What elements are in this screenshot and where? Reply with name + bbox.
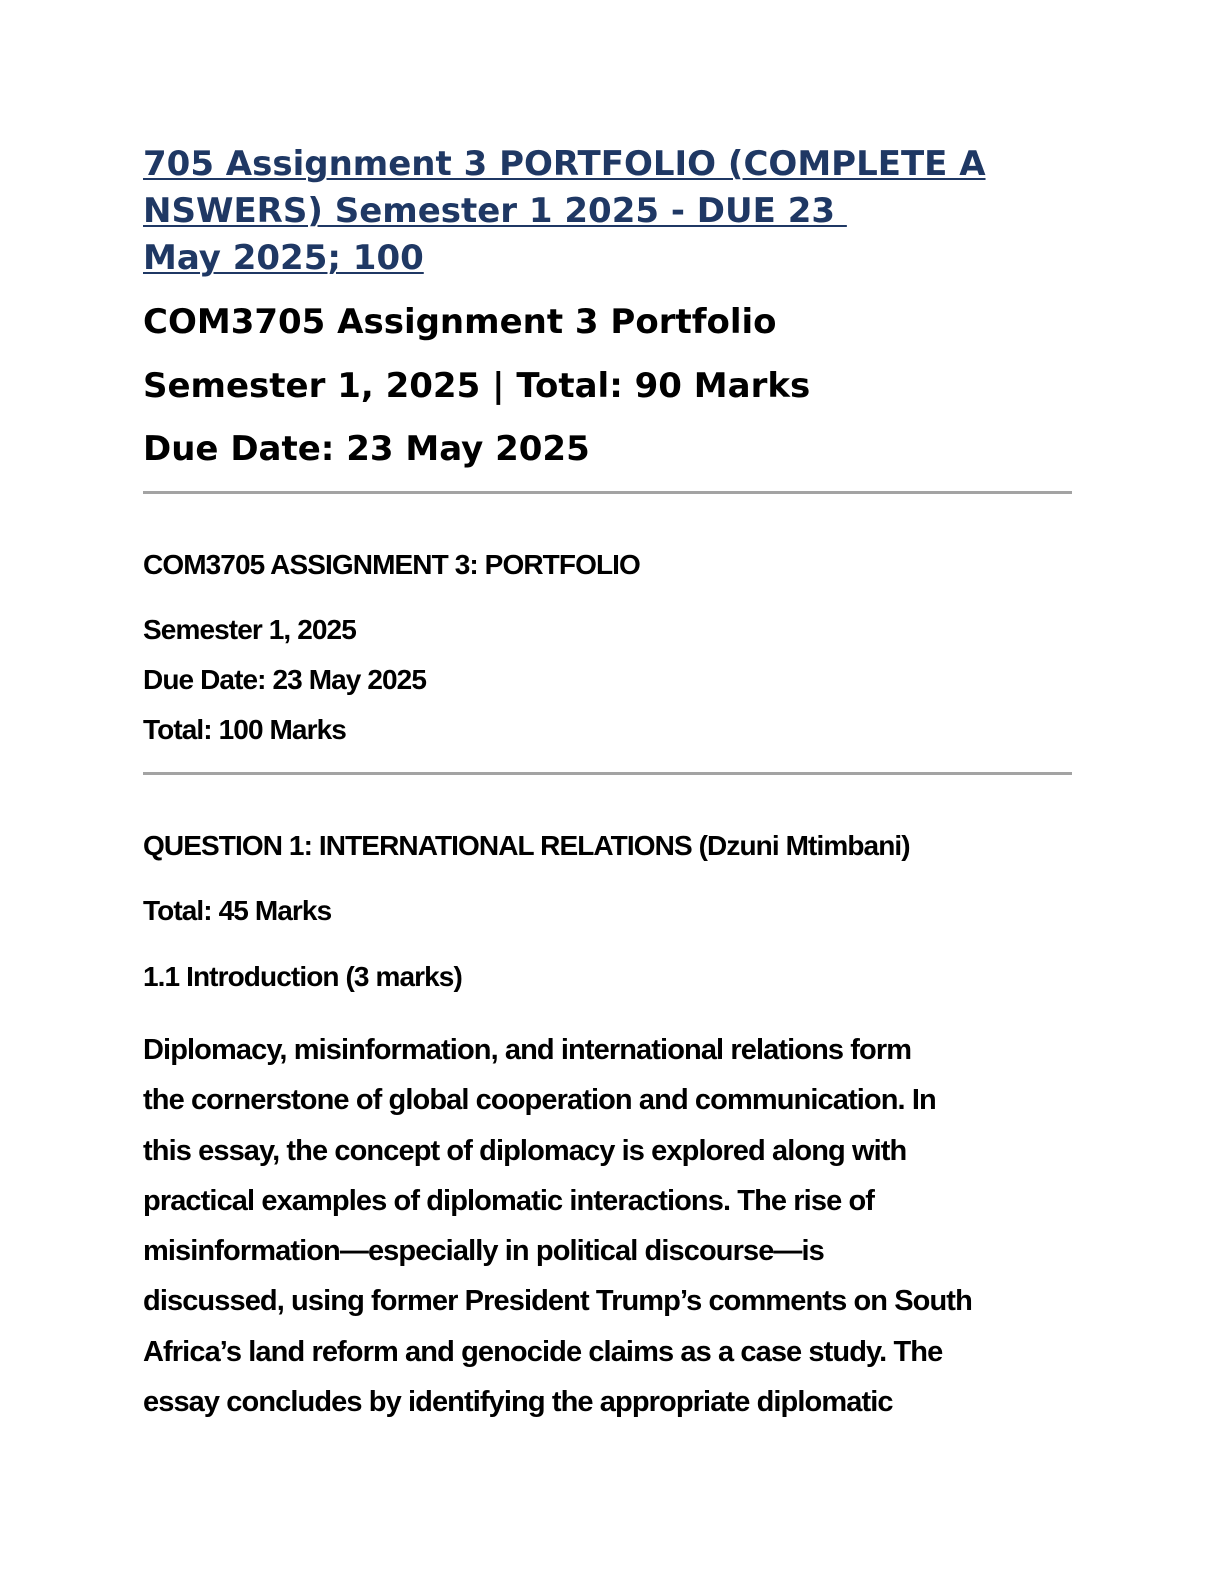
title-link-line-3[interactable]: May 2025; 100 [143, 238, 424, 278]
document-title-link[interactable] [143, 141, 1043, 282]
paragraph-line: Africa’s land reform and genocide claims as a case study. The [143, 1335, 943, 1368]
paragraph-line: essay concludes by identifying the appropriate diplomatic [143, 1386, 893, 1419]
title-link-line-2[interactable]: NSWERS) Semester 1 2025 - DUE 23 [143, 191, 847, 231]
cover-title: COM3705 ASSIGNMENT 3: PORTFOLIO [143, 549, 640, 580]
section-1-1-title: 1.1 Introduction (3 marks) [143, 961, 462, 992]
paragraph-line: misinformation—especially in political discourse—is [143, 1235, 824, 1268]
divider [143, 772, 1072, 775]
semester-total-heading: Semester 1, 2025 | Total: 90 Marks [143, 366, 811, 406]
question-1-total: Total: 45 Marks [143, 895, 332, 926]
introduction-paragraph [143, 1025, 1078, 1427]
paragraph-line: this essay, the concept of diplomacy is explored along with [143, 1134, 907, 1167]
paragraph-line: Diplomacy, misinformation, and international relations form [143, 1034, 912, 1066]
divider [143, 491, 1072, 494]
cover-semester: Semester 1, 2025 [143, 614, 356, 645]
cover-due-date: Due Date: 23 May 2025 [143, 664, 427, 695]
title-link-line-1[interactable]: 705 Assignment 3 PORTFOLIO (COMPLETE A [143, 144, 986, 184]
paragraph-line: discussed, using former President Trump’s comments on South [143, 1285, 972, 1318]
question-1-title: QUESTION 1: INTERNATIONAL RELATIONS (Dzuni Mtimbani) [143, 830, 910, 861]
paragraph-line: the cornerstone of global cooperation and communication. In [143, 1084, 936, 1117]
course-heading: COM3705 Assignment 3 Portfolio [143, 302, 777, 342]
paragraph-line: practical examples of diplomatic interactions. The rise of [143, 1184, 875, 1217]
due-date-heading: Due Date: 23 May 2025 [143, 429, 590, 469]
cover-total: Total: 100 Marks [143, 714, 346, 745]
